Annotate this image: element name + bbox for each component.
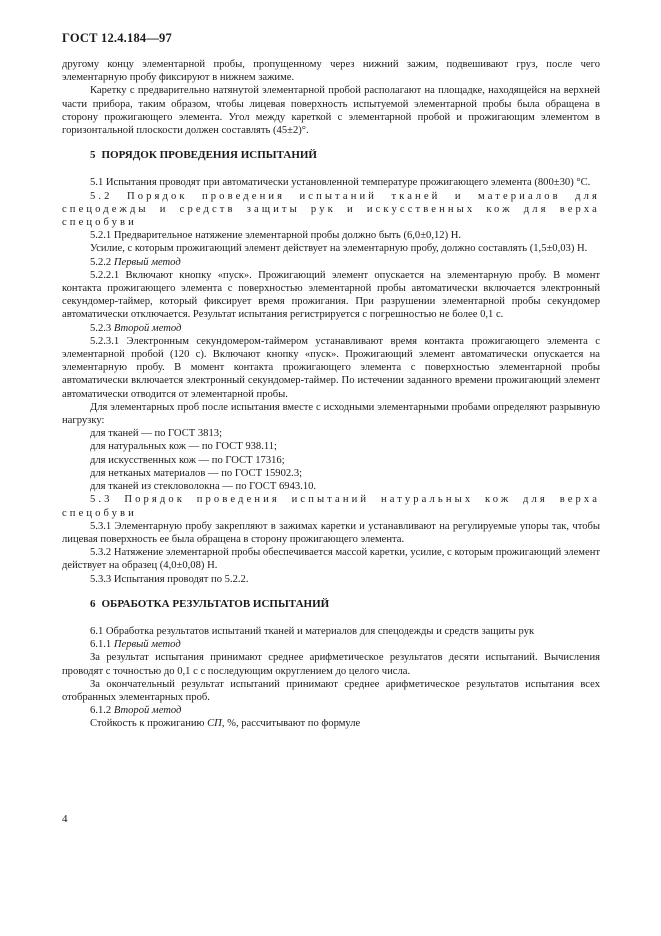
section-title: ОБРАБОТКА РЕЗУЛЬТАТОВ ИСПЫТАНИЙ — [101, 597, 330, 610]
paragraph: 5.2.1 Предварительное натяжение элементарной пробы должно быть (6,0±0,12) Н. — [90, 230, 462, 242]
section-number: 6 — [90, 597, 96, 610]
list-item: для нетканых материалов — по ГОСТ 15902.3; — [90, 467, 303, 479]
list-item: для тканей из стекловолокна — по ГОСТ 6943.10. — [90, 481, 317, 493]
formula-variable: СП — [207, 718, 222, 730]
paragraph: 5.3.3 Испытания проводят по 5.2.2. — [90, 573, 249, 585]
method-heading — [62, 322, 600, 335]
paragraph: 5.1 Испытания проводят при автоматически установленной температуре прожигающего элемента (800±30) °С. — [90, 177, 591, 189]
clause-number: 5.2.2 — [90, 256, 112, 268]
formula-text: Стойкость к прожиганию — [90, 718, 208, 730]
section-heading-5 — [62, 149, 600, 162]
list-item: для искусственных кож — по ГОСТ 17316; — [90, 454, 285, 466]
method-heading — [62, 256, 600, 269]
section-number: 5 — [90, 149, 96, 162]
paragraph: Каретку с предварительно натянутой элементарной пробой располагают на площадке, находящейся на верхней части прибора, таким образом, чтобы лицевая поверхность испытуемой элементарной пробы была обращена в сторону прожигающего элемента. Угол между кареткой с элементарной пробой и прожигающим элементом в горизонтальной плоскости должен составлять (45±2)°. — [62, 85, 600, 137]
paragraph: 5.3.1 Элементарную пробу закрепляют в зажимах каретки и устанавливают на регулируемые упоры так, чтобы лицевая поверхность ее была обращена в сторону прожигающего элемента. — [62, 520, 600, 545]
method-title: Первый метод — [113, 256, 181, 268]
list-item: для тканей — по ГОСТ 3813; — [90, 428, 223, 440]
paragraph: 5.3.2 Натяжение элементарной пробы обеспечивается массой каретки, усилие, с которым прожигающий элемент действует на образец (4,0±0,08) Н. — [62, 547, 600, 572]
formula-intro — [62, 717, 600, 730]
paragraph: 6.1 Обработка результатов испытаний тканей и материалов для спецодежды и средств защиты рук — [90, 625, 535, 637]
paragraph: 5.2.2.1 Включают кнопку «пуск». Прожигающий элемент опускается на элементарную пробу. В момент контакта прожигающего элемента с поверхностью элементарной пробы автоматически включается электронный секундомер-таймер, который фиксирует время прожигания. При разрушении элементарной пробы секундомер автоматически отключается. Результат испытания регистрируется с погрешностью не более 0,1 с. — [62, 269, 600, 321]
subsection-heading: 5.3 Порядок проведения испытаний натуральных кож для верха спецобуви — [62, 494, 600, 519]
paragraph: 5.2.3.1 Электронным секундомером-таймером устанавливают время контакта прожигающего элемента с элементарной пробой (120 с). Включают кнопку «пуск». Прожигающий элемент автоматически опускается на элементарную пробу. В момент контакта прожигающего элемента с поверхностью элементарной пробы автоматически включается электронный секундомер-таймер. По истечении заданного времени прожигающий элемент автоматически отводится от элементарной пробы. — [62, 335, 600, 400]
method-title: Второй метод — [113, 322, 182, 334]
section-title: ПОРЯДОК ПРОВЕДЕНИЯ ИСПЫТАНИЙ — [101, 149, 317, 162]
formula-text: , %, рассчитывают по формуле — [221, 718, 361, 730]
paragraph: За результат испытания принимают среднее арифметическое результатов десяти испытаний. Вычисления проводят с точностью до 0,1 с с последующим округлением до целого числа. — [62, 652, 600, 677]
clause-number: 6.1.1 — [90, 639, 112, 651]
document-header: ГОСТ 12.4.184—97 — [62, 31, 172, 45]
paragraph: За окончательный результат испытаний принимают среднее арифметическое результатов испытания всех отобранных элементарных проб. — [62, 678, 600, 703]
method-heading — [62, 638, 600, 651]
clause-number: 6.1.2 — [90, 705, 112, 717]
document-body — [62, 58, 600, 731]
clause-number: 5.2.3 — [90, 322, 112, 334]
section-heading-6 — [62, 598, 600, 611]
method-heading — [62, 704, 600, 717]
paragraph: другому концу элементарной пробы, пропущенному через нижний зажим, подвешивают груз, после чего элементарную пробу фиксируют в нижнем зажиме. — [62, 59, 600, 84]
paragraph: Усилие, с которым прожигающий элемент действует на элементарную пробу, должно составлять (1,5±0,03) Н. — [90, 243, 588, 255]
paragraph: Для элементарных проб после испытания вместе с исходными элементарными пробами определяют разрывную нагрузку: — [62, 401, 600, 427]
list-item: для натуральных кож — по ГОСТ 938.11; — [90, 441, 277, 453]
method-title: Второй метод — [113, 705, 182, 717]
subsection-heading: 5.2 Порядок проведения испытаний тканей и материалов для спецодежды и средств защиты рук и искусственных кож для верха спецобуви — [62, 190, 600, 229]
method-title: Первый метод — [113, 639, 181, 651]
page-number: 4 — [62, 813, 68, 825]
